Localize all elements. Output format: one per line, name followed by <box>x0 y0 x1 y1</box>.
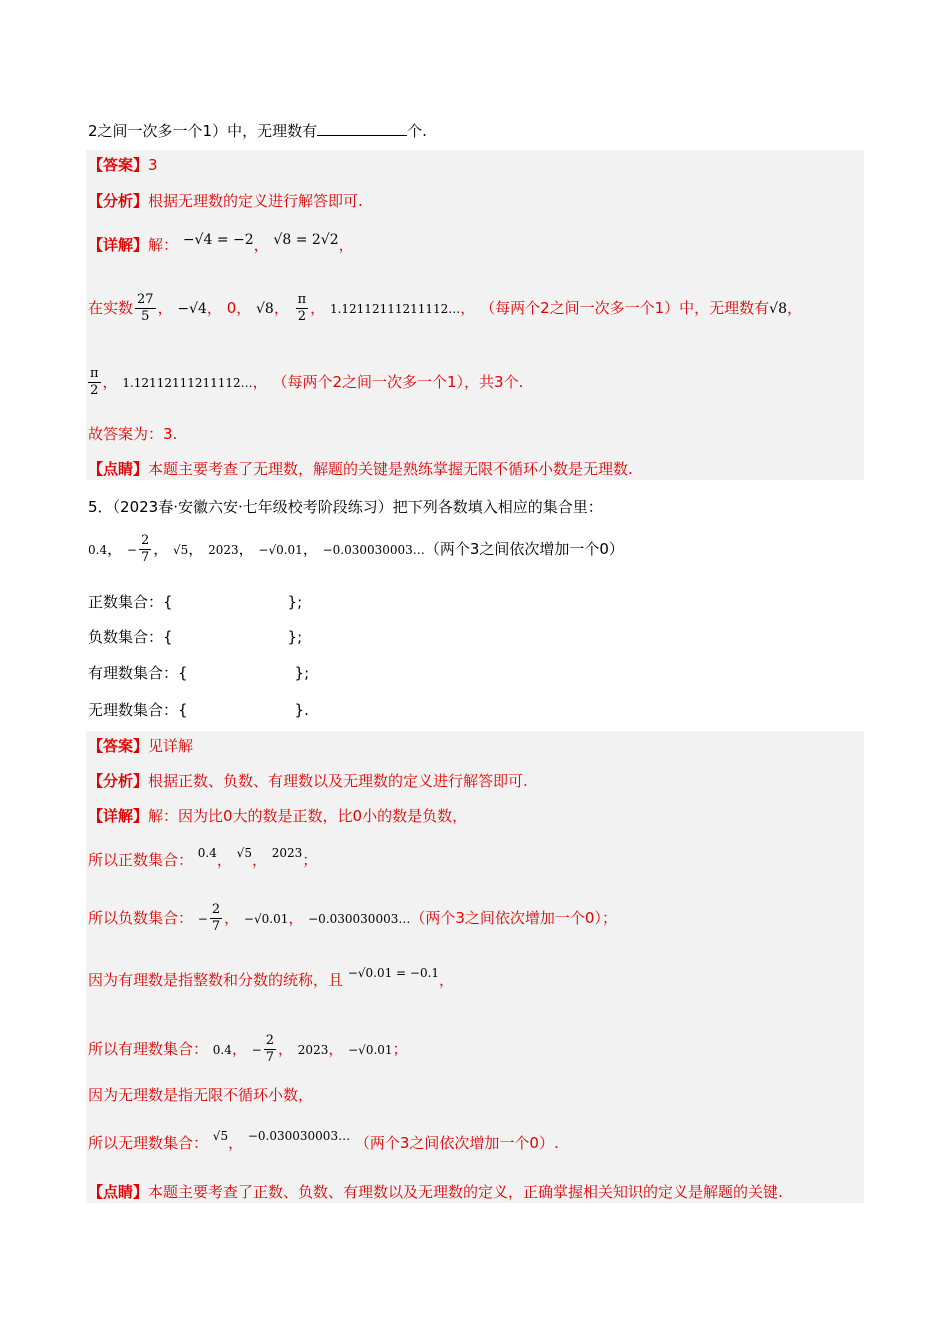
q5-detail: 【详解】解：因为比0大的数是正数，比0小的数是负数， <box>88 807 468 825</box>
q4-analysis: 【分析】根据无理数的定义进行解答即可. <box>88 192 363 210</box>
q5-analysis: 【分析】根据正数、负数、有理数以及无理数的定义进行解答即可. <box>88 772 528 790</box>
rational-set: 有理数集合：{ }; <box>88 664 310 682</box>
question-tail: 2之间一次多一个1）中，无理数有 个. <box>88 122 427 140</box>
negative-set: 负数集合：{ }; <box>88 628 303 646</box>
q5-numbers: 0.4， − $\frac{2}{7}$ ， √5， 2023， −√0.01， −0.030030003…（两个3之间依次增加一个0） <box>88 533 624 565</box>
q5-rational-def: 因为有理数是指整数和分数的统称，且 $^{-√0.01 = -0.1}$， <box>88 966 455 989</box>
q5-answer: 【答案】见详解 <box>88 737 194 755</box>
irrational-set: 无理数集合：{ }. <box>88 701 309 719</box>
q4-answer: 【答案】3 <box>88 156 158 174</box>
q4-comment: 【点睛】本题主要考查了无理数，解题的关键是熟练掌握无限不循环小数是无理数. <box>88 460 633 478</box>
answer-blank <box>317 121 407 136</box>
fraction: $\frac{27}{5}$ <box>137 292 154 324</box>
fraction: $\frac{\pi}{2}$ <box>297 292 307 324</box>
formula: 1.12112111211112… <box>329 302 461 316</box>
q4-detail: 【详解】解： −√4 = −2， √8 = 2√2， <box>88 232 354 254</box>
fraction: $\frac{\pi}{2}$ <box>90 366 99 398</box>
q5-title: 5．（2023春·安徽六安·七年级校考阶段练习）把下列各数填入相应的集合里： <box>88 498 603 516</box>
fraction: $\frac{2}{7}$ <box>211 902 221 934</box>
q5-positive-answer: 所以正数集合： $^{0.4}$， $^{√5}$， $^{2023}$； <box>88 846 318 869</box>
positive-set: 正数集合：{ }; <box>88 593 303 611</box>
q4-real-numbers: 在实数 $\frac{27}{5}$ ， −√4， 0， √8， $\frac{\pi}{2}$ ， 1.12112111211112…， （每两个2之间一次多一个1）中，无理数有√8， <box>88 292 803 324</box>
q5-irrational-answer: 所以无理数集合： $^{√5}$， $^{-0.030030003\dots}$ （两个3之间依次增加一个0）. <box>88 1129 559 1152</box>
formula: √8 = 2√2 <box>273 232 339 248</box>
formula: √8 <box>256 301 274 317</box>
fraction: $\frac{2}{7}$ <box>140 533 150 565</box>
q5-comment: 【点睛】本题主要考查了正数、负数、有理数以及无理数的定义，正确掌握相关知识的定义是解题的关键. <box>88 1183 783 1201</box>
fraction: $\frac{2}{7}$ <box>265 1033 275 1065</box>
formula: √8 <box>769 301 787 317</box>
q4-irrational-list: $\frac{\pi}{2}$ ， 1.12112111211112…， （每两个2之间一次多一个1），共3个. <box>90 366 524 398</box>
formula: −√4 <box>177 301 207 317</box>
formula: −√4 = −2 <box>182 232 254 248</box>
q5-negative-answer: 所以负数集合： − $\frac{2}{7}$ ， −√0.01， −0.030030003…（两个3之间依次增加一个0）； <box>88 902 617 934</box>
q5-irrational-def: 因为无理数是指无限不循环小数， <box>88 1086 314 1104</box>
formula: 1.12112111211112… <box>122 376 253 390</box>
q5-rational-answer: 所以有理数集合： 0.4， − $\frac{2}{7}$ ， 2023， −√0.01； <box>88 1033 408 1065</box>
q4-conclusion: 故答案为：3. <box>88 425 178 443</box>
